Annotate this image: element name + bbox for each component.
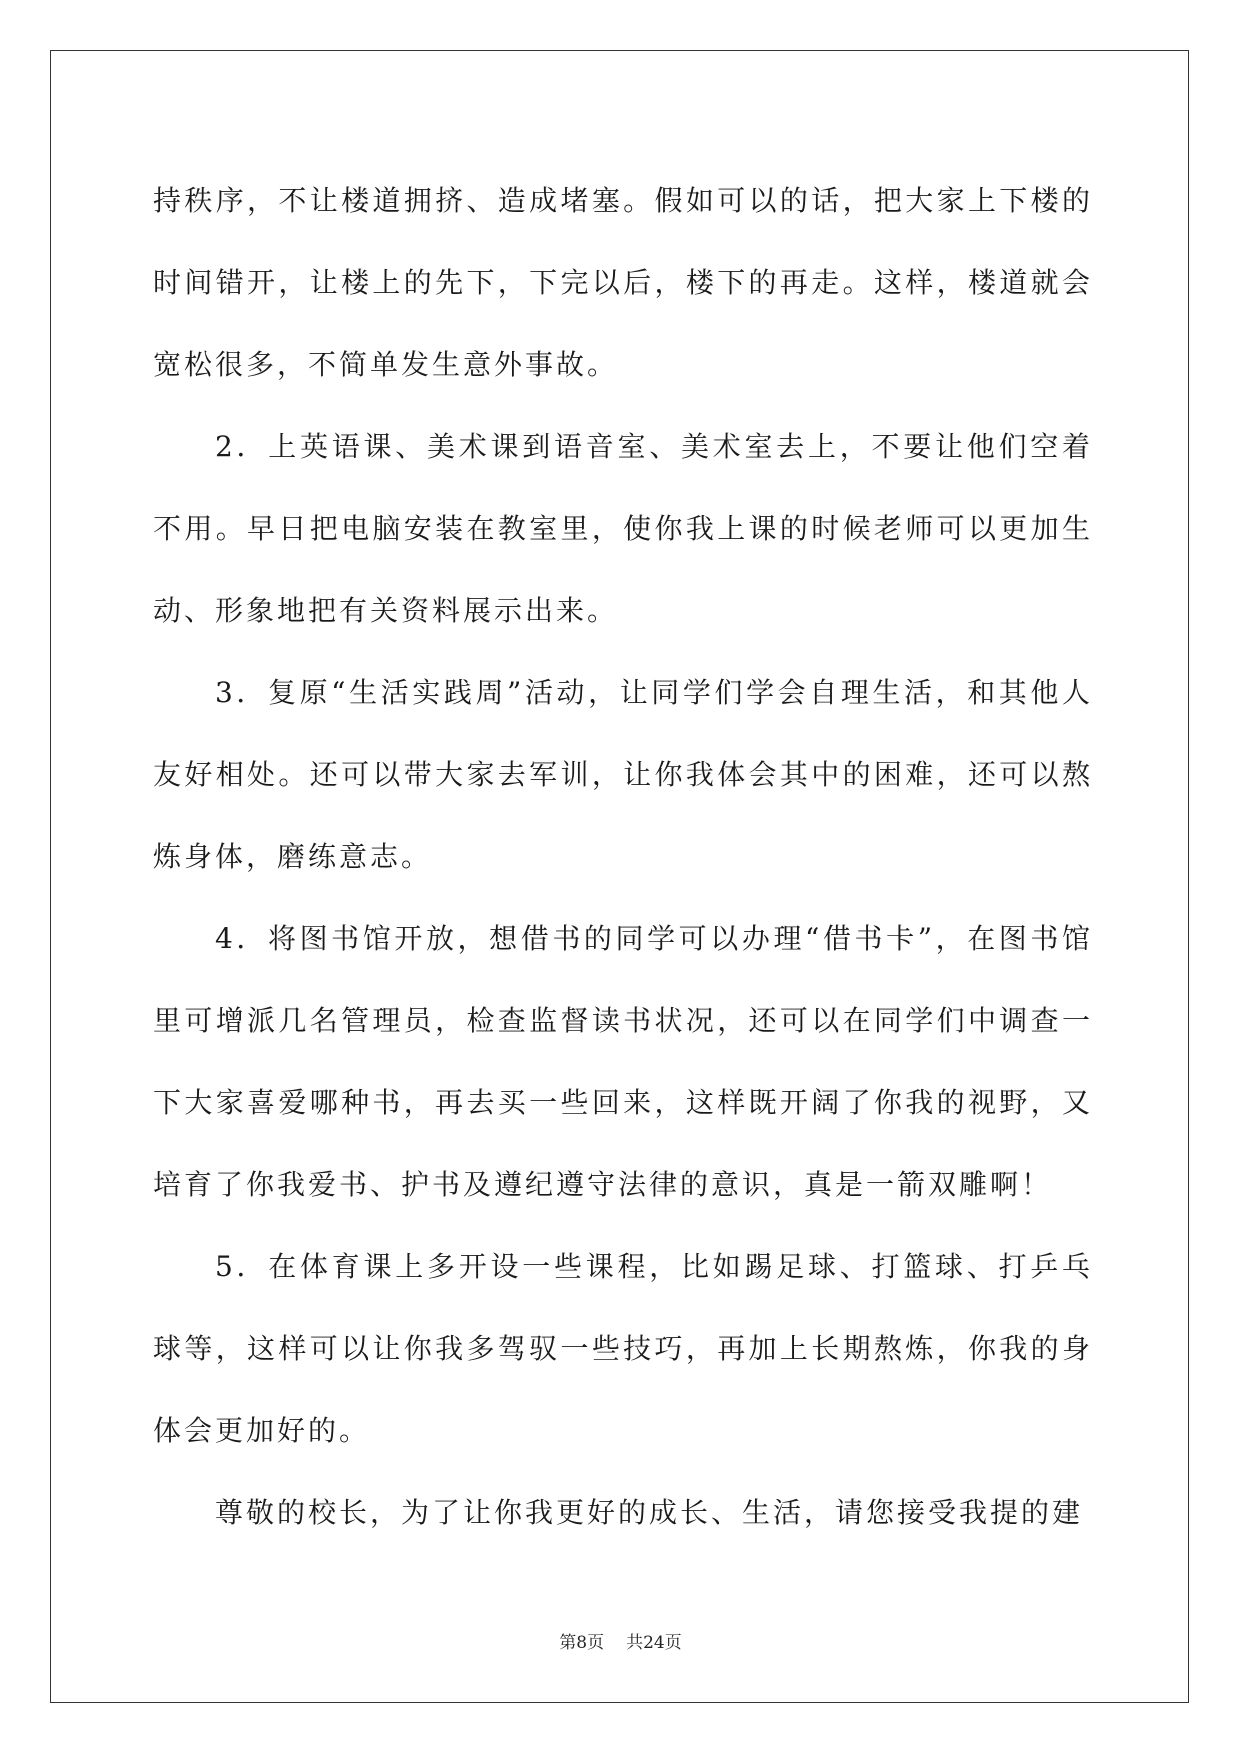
paragraph-item-4: 4．将图书馆开放，想借书的同学可以办理“借书卡”，在图书馆里可增派几名管理员，检查监督读书状况，还可以在同学们中调查一下大家喜爱哪种书，再去买一些回来，这样既开阔了你我的视野，又培育了你我爱书、护书及遵纪遵守法律的意识，真是一箭双雕啊！ bbox=[153, 922, 1093, 1201]
paragraph-closing: 尊敬的校长，为了让你我更好的成长、生活，请您接受我提的建 bbox=[215, 1496, 1084, 1529]
page-total: 共24页 bbox=[626, 1633, 682, 1653]
page-footer bbox=[0, 1628, 1241, 1653]
paragraph-item-2: 2．上英语课、美术课到语音室、美术室去上，不要让他们空着不用。早日把电脑安装在教室里，使你我上课的时候老师可以更加生动、形象地把有关资料展示出来。 bbox=[153, 430, 1093, 627]
document-body bbox=[153, 160, 1093, 1554]
page-number: 第8页 bbox=[559, 1633, 605, 1653]
paragraph-item-5: 5．在体育课上多开设一些课程，比如踢足球、打篮球、打乒乓球等，这样可以让你我多驾驭一些技巧，再加上长期熬炼，你我的身体会更加好的。 bbox=[153, 1250, 1093, 1447]
paragraph-item-3: 3．复原“生活实践周”活动，让同学们学会自理生活，和其他人友好相处。还可以带大家去军训，让你我体会其中的困难，还可以熬炼身体，磨练意志。 bbox=[153, 676, 1093, 873]
paragraph-continued: 持秩序，不让楼道拥挤、造成堵塞。假如可以的话，把大家上下楼的时间错开，让楼上的先下，下完以后，楼下的再走。这样，楼道就会宽松很多，不简单发生意外事故。 bbox=[153, 184, 1093, 381]
